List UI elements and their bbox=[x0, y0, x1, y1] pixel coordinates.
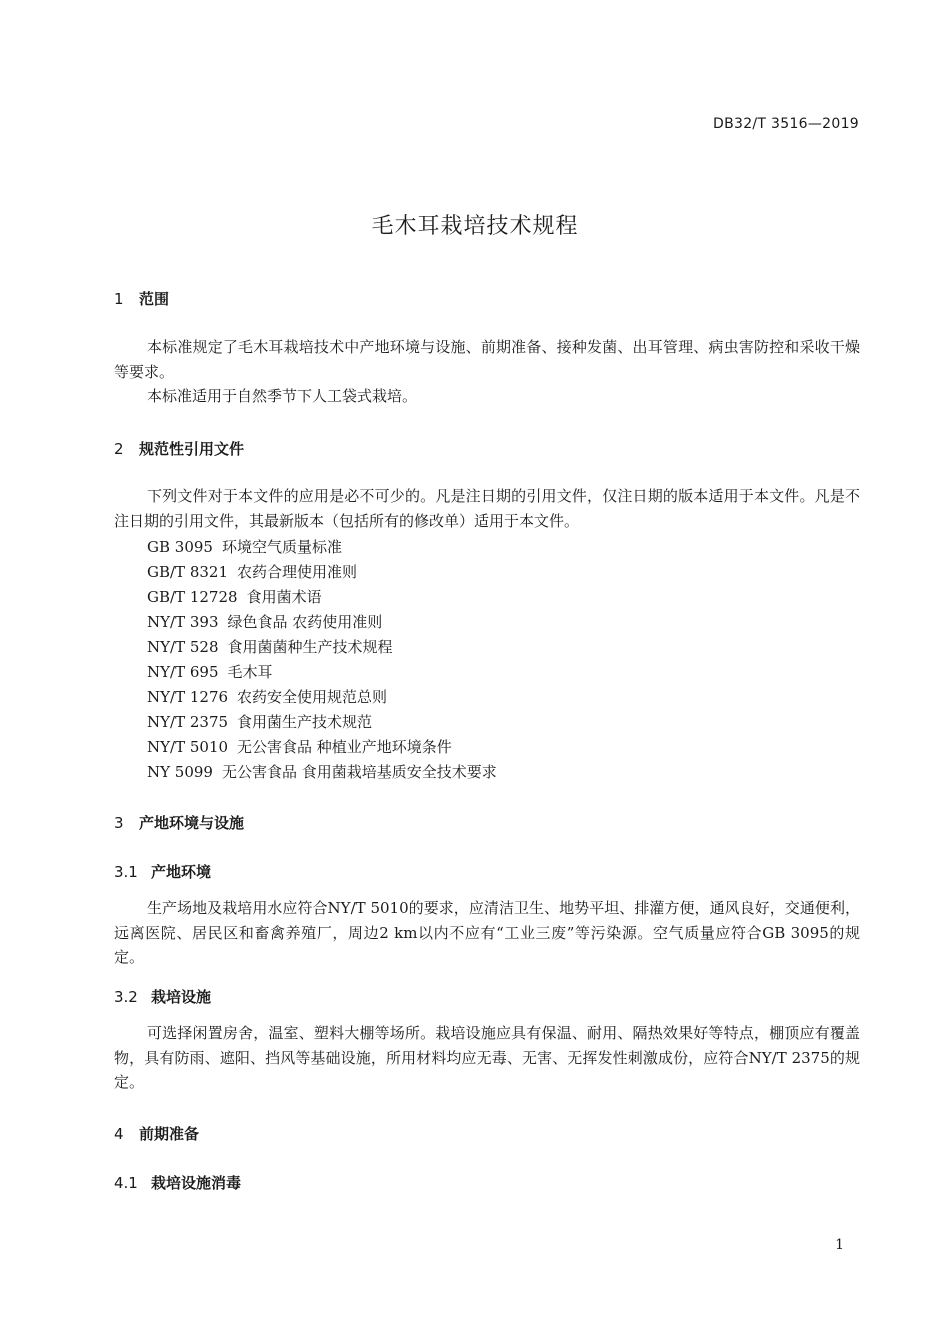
reference-item: GB/T 12728 食用菌术语 bbox=[147, 588, 322, 606]
section-number: 4.1 bbox=[114, 1174, 138, 1192]
section-title: 前期准备 bbox=[139, 1125, 200, 1143]
section-1-heading bbox=[114, 288, 169, 309]
section-1-paragraph-2: 本标准适用于自然季节下人工袋式栽培。 bbox=[147, 387, 418, 405]
section-title: 产地环境与设施 bbox=[139, 814, 245, 832]
reference-item: NY 5099 无公害食品 食用菌栽培基质安全技术要求 bbox=[147, 763, 497, 781]
section-number: 4 bbox=[114, 1125, 124, 1143]
section-number: 3.1 bbox=[114, 863, 138, 881]
section-title: 规范性引用文件 bbox=[139, 440, 245, 458]
section-number: 2 bbox=[114, 440, 124, 458]
reference-item: GB/T 8321 农药合理使用准则 bbox=[147, 563, 358, 581]
reference-item: NY/T 528 食用菌菌种生产技术规程 bbox=[147, 638, 393, 656]
section-4-1-heading bbox=[114, 1172, 241, 1193]
section-number: 3 bbox=[114, 814, 124, 832]
section-title: 范围 bbox=[139, 290, 170, 308]
reference-item: NY/T 1276 农药安全使用规范总则 bbox=[147, 688, 388, 706]
section-title: 栽培设施 bbox=[151, 988, 212, 1006]
section-number: 3.2 bbox=[114, 988, 138, 1006]
section-title: 栽培设施消毒 bbox=[151, 1174, 242, 1192]
section-4-heading bbox=[114, 1123, 199, 1144]
section-1-paragraph-1: 本标准规定了毛木耳栽培技术中产地环境与设施、前期准备、接种发菌、出耳管理、病虫害防控和采收干燥等要求。 bbox=[114, 338, 860, 381]
section-3-1-heading bbox=[114, 861, 211, 882]
section-2-heading bbox=[114, 438, 244, 459]
reference-item: NY/T 393 绿色食品 农药使用准则 bbox=[147, 613, 383, 631]
section-title: 产地环境 bbox=[151, 863, 212, 881]
reference-item: NY/T 2375 食用菌生产技术规范 bbox=[147, 713, 373, 731]
section-3-2-heading bbox=[114, 986, 211, 1007]
reference-item: NY/T 695 毛木耳 bbox=[147, 663, 273, 681]
document-number: DB32/T 3516—2019 bbox=[713, 116, 859, 132]
section-3-2-paragraph: 可选择闲置房舍，温室、塑料大棚等场所。栽培设施应具有保温、耐用、隔热效果好等特点，棚顶应有覆盖物，具有防雨、遮阳、挡风等基础设施，所用材料均应无毒、无害、无挥发性刺激成份，应符合NY/T 2375的规定。 bbox=[114, 1024, 860, 1091]
page-number: 1 bbox=[835, 1237, 844, 1253]
reference-item: GB 3095 环境空气质量标准 bbox=[147, 538, 342, 556]
section-number: 1 bbox=[114, 290, 124, 308]
section-2-paragraph-1: 下列文件对于本文件的应用是必不可少的。凡是注日期的引用文件，仅注日期的版本适用于本文件。凡是不注日期的引用文件，其最新版本（包括所有的修改单）适用于本文件。 bbox=[114, 487, 860, 530]
reference-item: NY/T 5010 无公害食品 种植业产地环境条件 bbox=[147, 738, 452, 756]
section-3-1-paragraph: 生产场地及栽培用水应符合NY/T 5010的要求，应清洁卫生、地势平坦、排灌方便，通风良好，交通便利，远离医院、居民区和畜禽养殖厂，周边2 km以内不应有“工业三废”等污染源。空气质量应符合GB 3095的规定。 bbox=[114, 899, 860, 966]
page-title: 毛木耳栽培技术规程 bbox=[371, 214, 579, 239]
section-3-heading bbox=[114, 812, 244, 833]
